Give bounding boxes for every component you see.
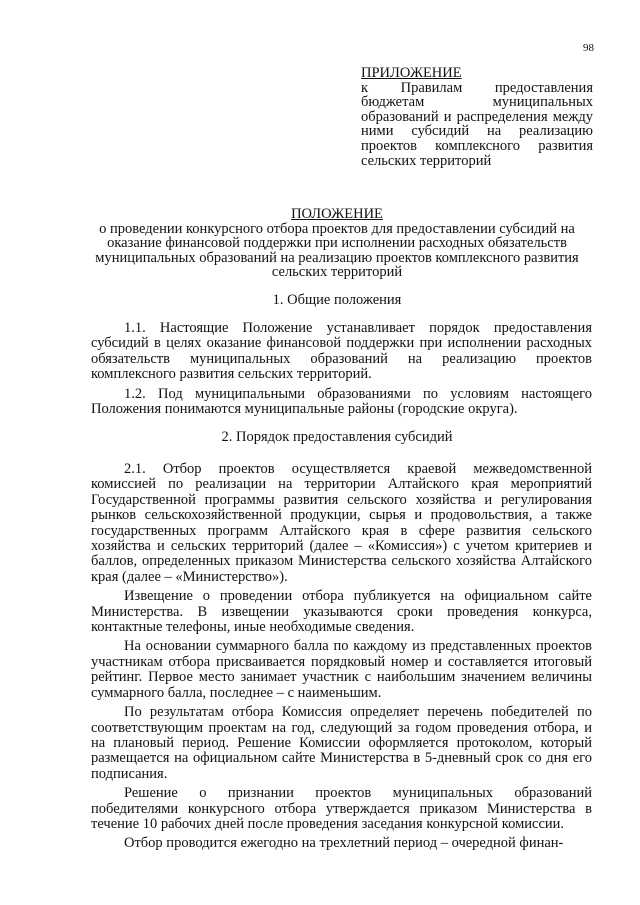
paragraph: Решение о признании проектов муниципальных образований победителями конкурсного отбора утверждается приказом Министерства в течение 10 рабочих дней после проведения заседания конкурсной комиссии. (91, 785, 592, 832)
paragraph: 1.2. Под муниципальными образованиями по условиям настоящего Положения понимаются муниципальные районы (городские округа). (91, 385, 592, 418)
paragraph: 1.1. Настоящие Положение устанавливает порядок предоставления субсидий в целях оказание финансовой поддержки при исполнении расходных обязательств муниципальных образований на реализацию проектов комплексного развития сельских территорий. (91, 320, 592, 383)
section-heading-general: 1. Общие положения (272, 292, 402, 308)
paragraph: Извещение о проведении отбора публикуется на официальном сайте Министерства. В извещении указываются сроки проведения конкурса, контактные телефоны, иные необходимые сведения. (91, 588, 592, 636)
appendix-title: ПРИЛОЖЕНИЕ (361, 65, 462, 81)
section-heading-subsidies: 2. Порядок предоставления субсидий (221, 429, 453, 445)
page-number: 98 (583, 42, 594, 54)
paragraph: Отбор проводится ежегодно на трехлетний период – очередной финан- (124, 835, 564, 852)
appendix-text: к Правилам предоставления бюджетам муниципальных образований и распределения между ними субсидий на реализацию проектов комплексного развития сельских территорий (361, 79, 593, 169)
appendix-block (361, 66, 593, 168)
section-body-subsidies (91, 462, 592, 856)
document-title: ПОЛОЖЕНИЕ (291, 206, 383, 222)
section-body-general (91, 321, 592, 421)
document-title-block (82, 207, 592, 280)
document-subtitle: о проведении конкурсного отбора проектов для предоставлении субсидий на оказание финансовой поддержки при исполнении расходных обязательств муниципальных образований на реализацию проектов комплексного развития сельских территорий (95, 220, 579, 281)
paragraph: 2.1. Отбор проектов осуществляется краевой межведомственной комиссией по реализации на территории Алтайского края мероприятий Государственной программы развития сельского хозяйства и регулирования рынков сельскохозяйственной продукции, сырья и продовольствия, а также государственных программ Алтайского края в сфере развития сельского хозяйства и сельских территорий (далее – «Комиссия») с учетом критериев и баллов, определенных приказом Министерства сельского хозяйства Алтайского края (далее – «Министерство»). (91, 461, 592, 585)
paragraph: На основании суммарного балла по каждому из представленных проектов участникам отбора присваивается порядковый номер и составляется итоговый рейтинг. Первое место занимает участник с наибольшим значением величины суммарного балла, последнее – с наименьшим. (91, 638, 592, 701)
paragraph: По результатам отбора Комиссия определяет перечень победителей по соответствующим проектам на год, следующий за годом проведения отбора, и на плановый период. Решение Комиссии оформляется протоколом, который размещается на официальном сайте Министерства в 5-дневный срок со дня его подписания. (91, 704, 592, 782)
